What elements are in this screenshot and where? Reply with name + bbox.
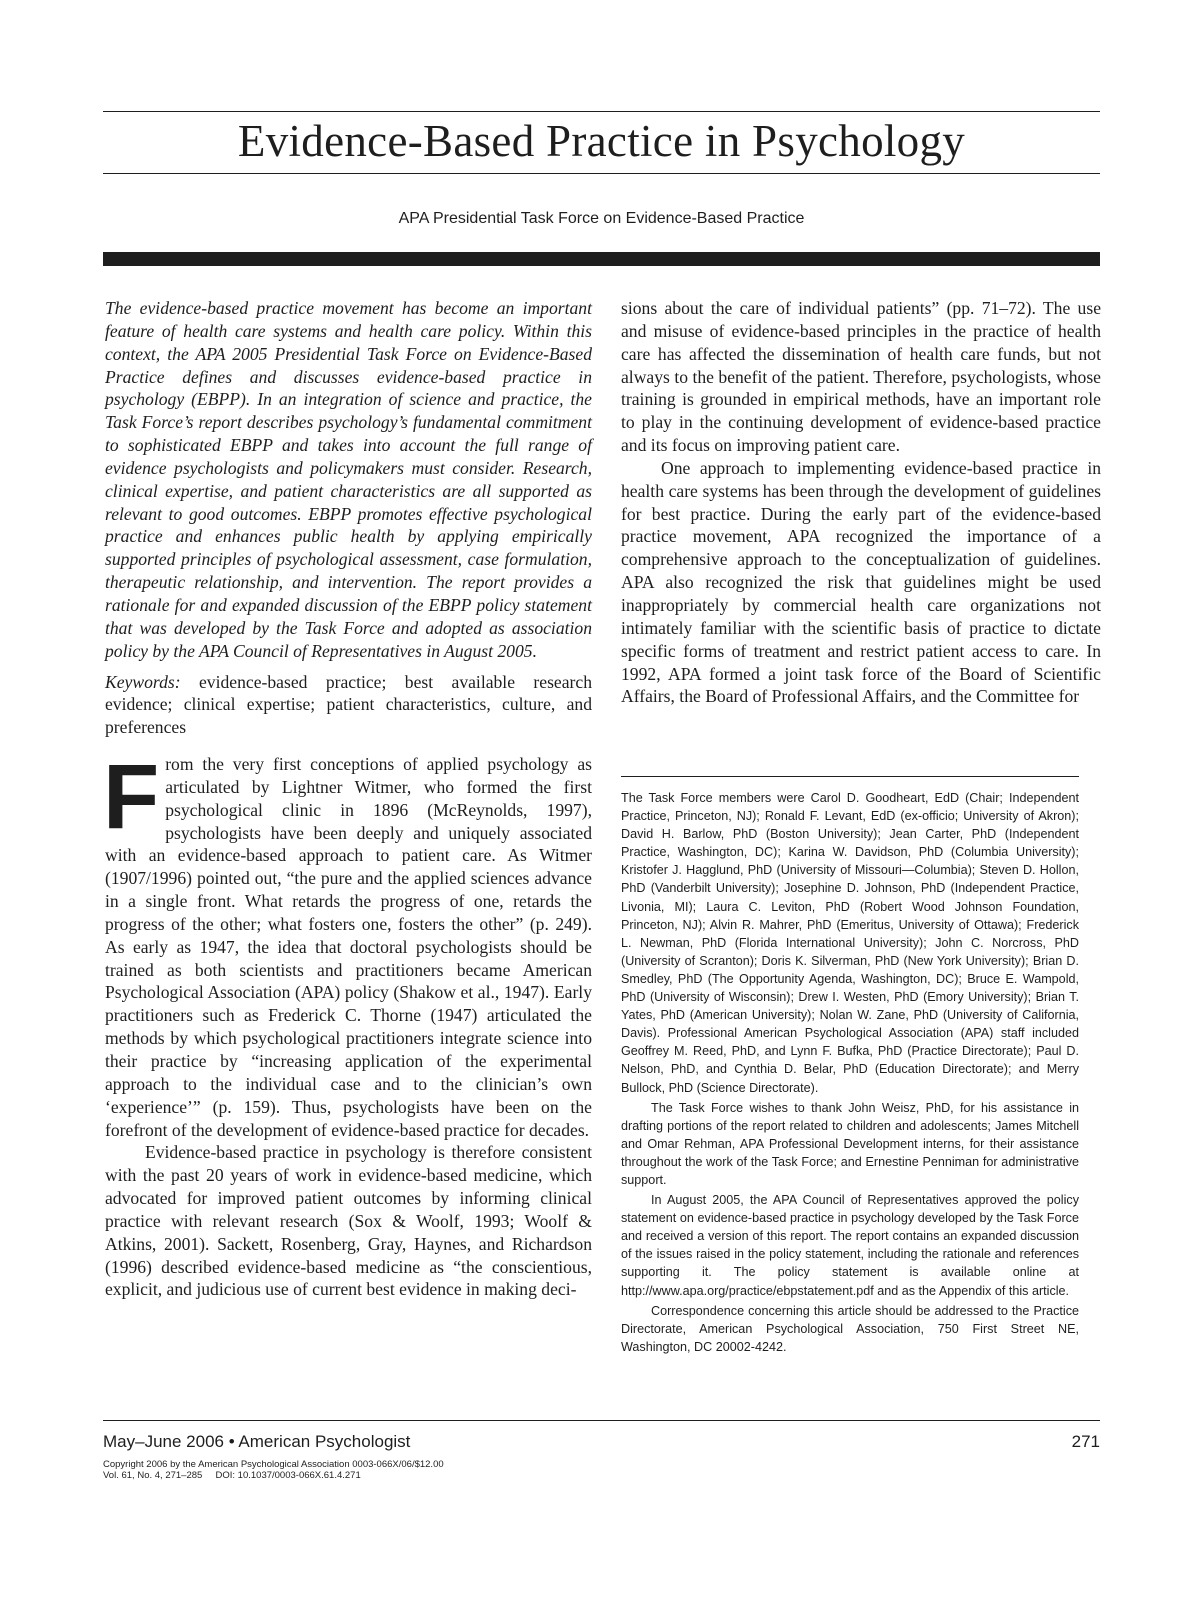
page-number: 271 bbox=[1071, 1432, 1100, 1451]
body-paragraph: One approach to implementing evidence-based practice in health care systems has been through the development of guidelines for best practice. During the early part of the evidence-based practice movement, APA recognized the importance of a comprehensive approach to the conceptualization of guidelines. APA also recognized the risk that guidelines might be used inappropriately by commercial health care organizations not intimately familiar with the scientific basis of practice to dictate specific forms of treatment and restrict patient access to care. In 1992, APA formed a joint task force of the Board of Scientific Affairs, the Board of Professional Affairs, and the Committee for bbox=[621, 457, 1101, 707]
copyright-line: Copyright 2006 by the American Psychological Association 0003-066X/06/$12.00 bbox=[103, 1459, 444, 1470]
footnote-rule bbox=[621, 776, 1079, 777]
keywords-text: evidence-based practice; best available research evidence; clinical expertise; patient characteristics, culture, and preferences bbox=[105, 671, 593, 738]
journal-issue: May–June 2006 • American Psychologist bbox=[103, 1432, 411, 1451]
left-column bbox=[105, 297, 592, 1301]
footnote-members: The Task Force members were Carol D. Goodheart, EdD (Chair; Independent Practice, Princeton, NJ); Ronald F. Levant, EdD (ex-officio; University of Akron); David H. Barlow, PhD (Boston University); Jean Carter, PhD (Independent Practice, Washington, DC); Karina W. Davidson, PhD (Columbia University); Kristofer J. Hagglund, PhD (University of Missouri—Columbia); Steven D. Hollon, PhD (Vanderbilt University); Josephine D. Johnson, PhD (Independent Practice, Livonia, MI); Laura C. Leviton, PhD (Robert Wood Johnson Foundation, Princeton, NJ); Alvin R. Mahrer, PhD (Emeritus, University of Ottawa); Frederick L. Newman, PhD (Florida International University); John C. Norcross, PhD (University of Scranton); Doris K. Silverman, PhD (New York University); Brian D. Smedley, PhD (The Opportunity Agenda, Washington, DC); Bruce E. Wampold, PhD (University of Wisconsin); Drew I. Westen, PhD (Emory University); Brian T. Yates, PhD (American University); Nolan W. Zane, PhD (University of California, Davis). Professional American Psychological Association (APA) staff included Geoffrey M. Reed, PhD, and Lynn F. Bufka, PhD (Practice Directorate); Paul D. Nelson, PhD, and Cynthia D. Belar, PhD (Education Directorate); and Merry Bullock, PhD (Science Directorate). bbox=[621, 791, 1079, 1095]
drop-cap: F bbox=[103, 746, 160, 849]
body-paragraph: sions about the care of individual patients” (pp. 71–72). The use and misuse of evidence-based principles in the practice of health care has affected the dissemination of health care funds, but not always to the benefit of the patient. Therefore, psychologists, whose training is grounded in empirical methods, have an important role to play in the continuing development of evidence-based practice and its focus on improving patient care. bbox=[621, 298, 1101, 456]
keywords-label: Keywords: bbox=[105, 671, 181, 692]
abstract: The evidence-based practice movement has become an important feature of health care systems and health care policy. Within this context, the APA 2005 Presidential Task Force on Evidence-Based Practice defines and discusses evidence-based practice in psychology (EBPP). In an integration of science and practice, the Task Force’s report describes psychology’s fundamental commitment to sophisticated EBPP and takes into account the full range of evidence psychologists and policymakers must consider. Research, clinical expertise, and patient characteristics are all supported as relevant to good outcomes. EBPP promotes effective psychological practice and enhances public health by applying empirically supported principles of psychological assessment, case formulation, therapeutic relationship, and intervention. The report provides a rationale for and expanded discussion of the EBPP policy statement that was developed by the Task Force and adopted as association policy by the APA Council of Representatives in August 2005. bbox=[105, 298, 592, 661]
doi-line: Vol. 61, No. 4, 271–285 DOI: 10.1037/0003-066X.61.4.271 bbox=[103, 1470, 361, 1481]
footnote-policy: In August 2005, the APA Council of Representatives approved the policy statement on evidence-based practice in psychology developed by the Task Force and received a version of this report. The report contains an expanded discussion of the issues raised in the policy statement, including the rationale and references supporting it. The policy statement is available online at http://www.apa.org/practice/ebpstatement.pdf and as the Appendix of this article. bbox=[621, 1193, 1079, 1298]
footnote-thanks: The Task Force wishes to thank John Weisz, PhD, for his assistance in drafting portions of the report related to children and adolescents; James Mitchell and Omar Rehman, APA Professional Development interns, for their assistance throughout the work of the Task Force; and Ernestine Penniman for administrative support. bbox=[621, 1100, 1079, 1187]
article-title: Evidence-Based Practice in Psychology bbox=[237, 116, 966, 166]
footnote-correspondence: Correspondence concerning this article should be addressed to the Practice Directorate, American Psychological Association, 750 First Street NE, Washington, DC 20002-4242. bbox=[621, 1303, 1079, 1354]
copyright-block bbox=[103, 1459, 444, 1481]
intro-paragraph-text: rom the very first conceptions of applied psychology as articulated by Lightner Witmer, who formed the first psychological clinic in 1896 (McReynolds, 1997), psychologists have been deeply and uniquely associated with an evidence-based approach to patient care. As Witmer (1907/1996) pointed out, “the pure and the applied sciences advance in a single front. What retards the progress of one, retards the progress of the other; what fosters one, fosters the other” (p. 249). As early as 1947, the idea that doctoral psychologists should be trained as both scientists and practitioners became American Psychological Association (APA) policy (Shakow et al., 1947). Early practitioners such as Frederick C. Thorne (1947) articulated the methods by which psychological practitioners integrate science into their practice by “increasing application of the experimental approach to the individual case and to the clinician’s own ‘experience’” (p. 159). Thus, psychologists have been on the forefront of the development of evidence-based practice for decades. bbox=[105, 754, 592, 1140]
right-column bbox=[621, 297, 1101, 708]
title-bottom-rule bbox=[103, 173, 1100, 174]
footer-rule bbox=[103, 1420, 1100, 1421]
keywords bbox=[105, 671, 592, 740]
body-paragraph: Evidence-based practice in psychology is therefore consistent with the past 20 years of work in evidence-based medicine, which advocated for improved patient outcomes by informing clinical practice with relevant research (Sox & Woolf, 1993; Woolf & Atkins, 2001). Sackett, Rosenberg, Gray, Haynes, and Richardson (1996) described evidence-based medicine as “the conscientious, explicit, and judicious use of current best evidence in making deci- bbox=[105, 1142, 592, 1300]
header-thick-bar bbox=[103, 252, 1100, 266]
article-author: APA Presidential Task Force on Evidence-Based Practice bbox=[398, 210, 805, 227]
author-note bbox=[621, 789, 1079, 1358]
intro-paragraph bbox=[103, 746, 592, 1141]
title-top-rule bbox=[103, 111, 1100, 112]
